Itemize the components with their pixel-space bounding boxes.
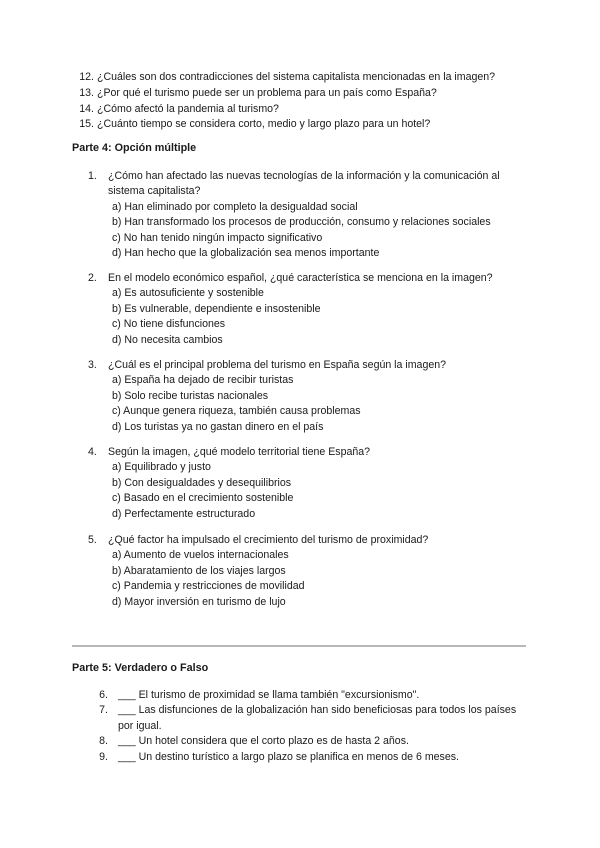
item-text: ___ Un destino turístico a largo plazo se planifica en menos de 6 meses.: [118, 750, 459, 763]
true-false-item: [88, 750, 534, 765]
answer-option: d) No necesita cambios: [112, 333, 223, 346]
item-number: 7.: [99, 704, 108, 717]
question-text: ¿Cuánto tiempo se considera corto, medio y largo plazo para un hotel?: [97, 118, 431, 131]
question-number: 2.: [88, 272, 97, 284]
answer-option: c) No han tenido ningún impacto significativo: [112, 231, 323, 244]
question-text: ¿Qué factor ha impulsado el crecimiento del turismo de proximidad?: [108, 534, 429, 546]
question-number: 15.: [79, 118, 94, 131]
answer-option: a) Equilibrado y justo: [112, 461, 211, 474]
question-text: ¿Cuál es el principal problema del turismo en España según la imagen?: [108, 359, 447, 371]
true-false-list: [88, 688, 534, 765]
question-text: ¿Cuáles son dos contradicciones del sistema capitalista mencionadas en la imagen?: [97, 71, 496, 83]
answer-option: c) Pandemia y restricciones de movilidad: [112, 580, 305, 593]
question-item: [78, 117, 548, 133]
answer-option: b) Han transformado los procesos de producción, consumo y relaciones sociales: [112, 216, 491, 229]
true-false-item: [88, 734, 534, 749]
question-item: [78, 86, 548, 102]
answer-option: d) Mayor inversión en turismo de lujo: [112, 595, 286, 608]
question-number: 4.: [88, 446, 97, 458]
question-item: [78, 102, 548, 118]
mc-question-3: [88, 358, 528, 435]
mc-question-2: [88, 271, 528, 348]
mc-question-5: [88, 533, 528, 610]
item-text: ___ El turismo de proximidad se llama también "excursionismo".: [118, 689, 420, 701]
mc-question-1: [88, 169, 528, 261]
answer-option: c) No tiene disfunciones: [112, 318, 226, 331]
question-item: [78, 70, 548, 86]
item-number: 9.: [99, 750, 108, 763]
section-divider: [72, 645, 526, 647]
question-number: 14.: [79, 102, 94, 115]
answer-option: d) Perfectamente estructurado: [112, 507, 256, 520]
answer-option: a) Es autosuficiente y sostenible: [112, 287, 264, 300]
section-title-part5: Parte 5: Verdadero o Falso: [72, 662, 209, 674]
answer-option: c) Basado en el crecimiento sostenible: [112, 492, 294, 505]
answer-option: a) Han eliminado por completo la desigualdad social: [112, 200, 358, 213]
question-text: ¿Cómo han afectado las nuevas tecnologías de la información y la comunicación al sistema capitalista?: [108, 170, 500, 198]
answer-option: b) Con desigualdades y desequilibrios: [112, 476, 292, 489]
question-number: 3.: [88, 359, 97, 371]
answer-option: a) Aumento de vuelos internacionales: [112, 549, 289, 562]
answer-option: d) Han hecho que la globalización sea menos importante: [112, 247, 380, 260]
question-text: ¿Por qué el turismo puede ser un problema para un país como España?: [97, 86, 437, 99]
mc-question-4: [88, 445, 528, 522]
item-number: 8.: [99, 735, 108, 748]
question-text: ¿Cómo afectó la pandemia al turismo?: [97, 102, 279, 115]
true-false-item: [88, 703, 534, 734]
question-number: 13.: [79, 86, 94, 99]
item-number: 6.: [99, 689, 108, 701]
answer-option: d) Los turistas ya no gastan dinero en el país: [112, 420, 324, 433]
item-text: ___ Las disfunciones de la globalización han sido beneficiosas para todos los países por igual.: [118, 704, 517, 732]
true-false-item: [88, 688, 534, 703]
answer-option: c) Aunque genera riqueza, también causa problemas: [112, 405, 361, 418]
answer-option: b) Es vulnerable, dependiente e insostenible: [112, 302, 321, 315]
question-number: 12.: [79, 71, 94, 83]
answer-option: b) Abaratamiento de los viajes largos: [112, 564, 286, 577]
question-number: 1.: [88, 170, 97, 182]
answer-option: b) Solo recibe turistas nacionales: [112, 389, 269, 402]
item-text: ___ Un hotel considera que el corto plazo es de hasta 2 años.: [118, 735, 409, 748]
question-text: Según la imagen, ¿qué modelo territorial tiene España?: [108, 446, 371, 458]
answer-option: a) España ha dejado de recibir turistas: [112, 374, 294, 387]
section-title-part4: Parte 4: Opción múltiple: [72, 142, 197, 154]
open-questions-list: [78, 70, 548, 133]
question-text: En el modelo económico español, ¿qué característica se menciona en la imagen?: [108, 272, 493, 284]
question-number: 5.: [88, 534, 97, 546]
